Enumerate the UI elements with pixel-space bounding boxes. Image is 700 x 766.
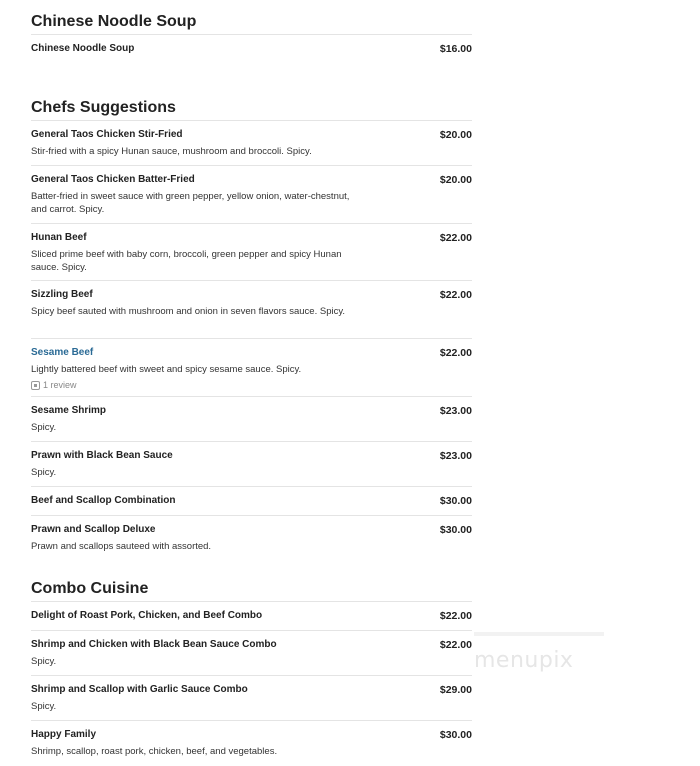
menu-item [31,35,472,63]
item-price: $30.00 [439,524,472,536]
menu [31,0,472,766]
menu-section-chefs-suggestions [31,86,472,561]
item-description: Prawn and scallops sauteed with assorted. [31,541,212,552]
watermark-decoration [474,632,604,636]
item-price: $22.00 [439,347,472,359]
item-description: Lightly battered beef with sweet and spicy sesame sauce. Spicy. [31,364,302,375]
menu-section-combo-cuisine [31,567,472,766]
menu-item [31,721,472,766]
item-price: $22.00 [439,289,472,301]
menu-item [31,281,472,339]
item-name: Prawn and Scallop Deluxe [31,524,156,535]
item-name: Beef and Scallop Combination [31,495,176,506]
item-name: Shrimp and Chicken with Black Bean Sauce Combo [31,639,277,650]
item-description: Spicy. [31,656,57,667]
item-price: $30.00 [439,495,472,507]
item-price: $23.00 [439,450,472,462]
review-count[interactable]: 1 review [43,380,77,390]
review-link[interactable] [31,379,472,391]
item-description: Batter-fried in sweet sauce with green pepper, yellow onion, water-chestnut, and carrot. Spicy. [31,191,350,215]
section-title: Chinese Noodle Soup [31,0,472,35]
item-price: $22.00 [439,610,472,622]
section-title: Combo Cuisine [31,567,472,602]
item-price: $30.00 [439,729,472,741]
item-name: Delight of Roast Pork, Chicken, and Beef Combo [31,610,263,621]
menu-section-noodle-soup [31,0,472,63]
item-name: Happy Family [31,729,97,740]
item-description: Shrimp, scallop, roast pork, chicken, beef, and vegetables. [31,746,278,757]
item-price: $22.00 [439,232,472,244]
item-name: General Taos Chicken Batter-Fried [31,174,195,185]
item-name: General Taos Chicken Stir-Fried [31,129,183,140]
menu-item [31,487,472,516]
menu-item [31,339,472,397]
item-name: Sesame Shrimp [31,405,107,416]
item-description: Stir-fried with a spicy Hunan sauce, mushroom and broccoli. Spicy. [31,146,312,157]
item-name: Shrimp and Scallop with Garlic Sauce Combo [31,684,248,695]
item-description: Sliced prime beef with baby corn, broccoli, green pepper and spicy Hunan sauce. Spicy. [31,249,342,273]
item-price: $20.00 [439,129,472,141]
menu-item [31,631,472,676]
menu-item [31,121,472,166]
menu-item [31,224,472,281]
item-name: Chinese Noodle Soup [31,43,135,54]
menu-item [31,442,472,487]
item-price: $29.00 [439,684,472,696]
item-price: $23.00 [439,405,472,417]
menu-item [31,676,472,721]
item-description: Spicy. [31,701,57,712]
item-name-link[interactable]: Sesame Beef [31,347,94,358]
review-icon [31,381,40,390]
menu-item [31,397,472,442]
item-name: Sizzling Beef [31,289,93,300]
menu-item [31,602,472,631]
item-price: $20.00 [439,174,472,186]
item-description: Spicy. [31,467,57,478]
item-name: Prawn with Black Bean Sauce [31,450,173,461]
menu-item [31,516,472,561]
item-description: Spicy beef sauted with mushroom and onion in seven flavors sauce. Spicy. [31,306,346,317]
section-title: Chefs Suggestions [31,86,472,121]
item-price: $22.00 [439,639,472,651]
item-price: $16.00 [439,43,472,55]
item-name: Hunan Beef [31,232,87,243]
menu-item [31,166,472,224]
item-description: Spicy. [31,422,57,433]
menupix-watermark: menupix [474,648,574,673]
